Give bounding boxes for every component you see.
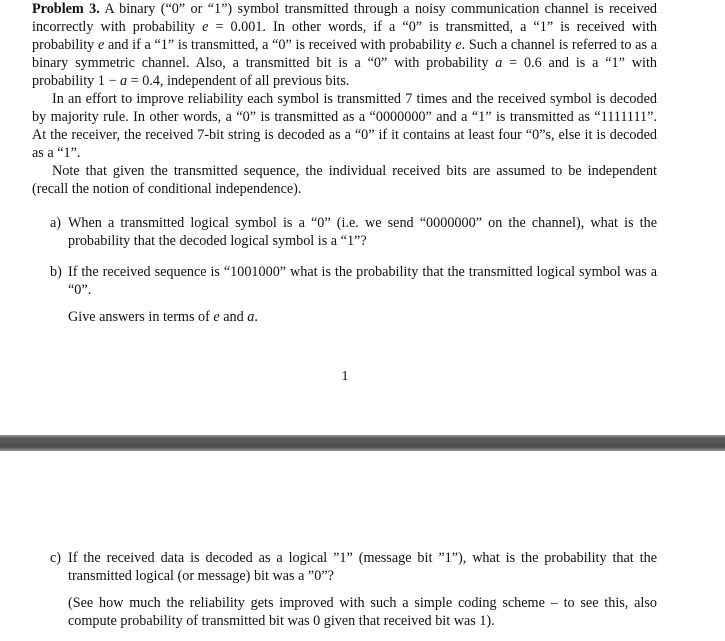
reliability-note: (See how much the reliability gets improved with such a simple coding scheme – to see this, also compute probability of transmitted bit was 0 given that received bit was 1). <box>68 595 657 629</box>
question-c <box>50 549 657 630</box>
math-e: e <box>97 37 105 53</box>
problem-title: Problem 3. <box>32 1 100 17</box>
independence-note-paragraph: Note that given the transmitted sequence, the individual received bits are assumed to be independent (recall the notion of conditional independence). <box>32 163 657 197</box>
answer-instruction: Give answers in terms of e and a. <box>68 309 258 325</box>
math-e: e <box>455 37 462 53</box>
math-a: a <box>495 55 503 71</box>
question-b <box>50 263 657 326</box>
question-a-text: When a transmitted logical symbol is a “0” (i.e. we send “0000000” on the channel), what is the probability that the decoded logical symbol is a “1”? <box>68 215 657 249</box>
math-e: e <box>202 19 209 35</box>
page-separator <box>0 435 725 451</box>
document-page-2 <box>0 451 725 641</box>
problem-body <box>32 0 657 326</box>
problem-intro-paragraph: Problem 3. A binary (“0” or “1”) symbol transmitted through a noisy communication channel is received incorrectly with probability e = 0.001. In other words, if a “0” is transmitted, a “1” is received with probability e and if a “1” is transmitted, a “0” is received with probability e. Such a channel is referred to as a binary symmetric channel. Also, a transmitted bit is a “0” with probability a = 0.6 and is a “1” with probability 1 − a = 0.4, independent of all previous bits. <box>32 1 657 89</box>
question-c-label: c) <box>50 550 62 566</box>
math-e: e <box>213 309 220 325</box>
page-2-body <box>32 549 657 630</box>
question-c-text: If the received data is decoded as a logical ”1” (message bit ”1”), what is the probability that the transmitted logical (or message) bit was a ”0”? <box>68 550 657 584</box>
math-a: a <box>247 309 255 325</box>
question-b-text: If the received sequence is “1001000” what is the probability that the transmitted logical symbol was a “0”. <box>68 264 657 298</box>
question-a <box>50 214 657 250</box>
page-number: 1 <box>341 369 349 384</box>
math-a: a <box>120 73 128 89</box>
question-b-label: b) <box>50 264 62 280</box>
question-a-label: a) <box>50 215 62 231</box>
majority-rule-paragraph: In an effort to improve reliability each symbol is transmitted 7 times and the received symbol is decoded by majority rule. In other words, a “0” is transmitted as a “0000000” and a “1” is transmitted as “1111111”. At the receiver, the received 7-bit string is decoded as a “0” if it contains at least four “0”s, else it is decoded as a “1”. <box>32 91 657 161</box>
